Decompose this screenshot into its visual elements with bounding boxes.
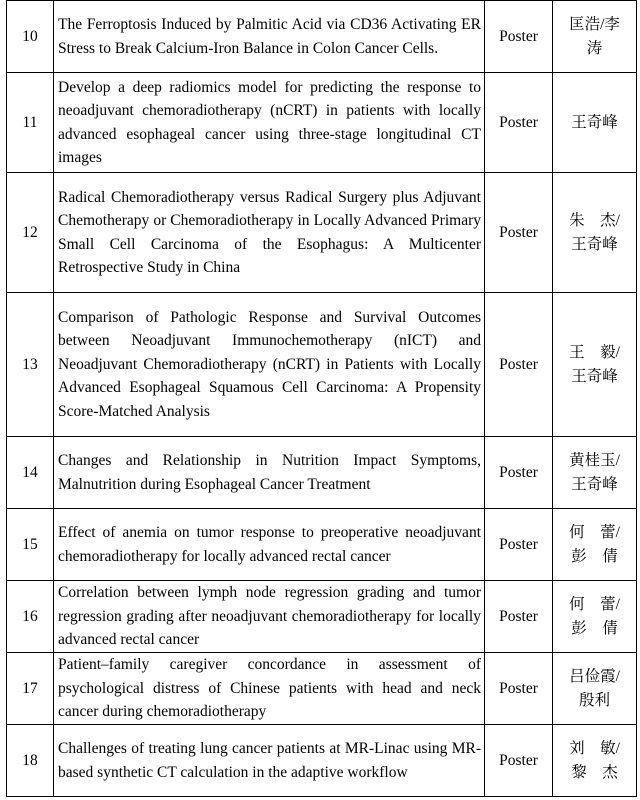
table-row bbox=[7, 581, 637, 653]
row-title: Challenges of treating lung cancer patients at MR-Linac using MR-based synthetic CT calculation in the adaptive workflow bbox=[54, 725, 485, 797]
author-line: 吕俭霞/ bbox=[569, 668, 620, 685]
row-number: 16 bbox=[7, 581, 54, 653]
row-title: Effect of anemia on tumor response to preoperative neoadjuvant chemoradiotherapy for locally advanced rectal cancer bbox=[54, 509, 485, 581]
row-title: Correlation between lymph node regression grading and tumor regression grading after neoadjuvant chemoradiotherapy for locally advanced rectal cancer bbox=[54, 581, 485, 653]
row-authors bbox=[553, 581, 637, 653]
author-line: 何 蕾/ bbox=[569, 596, 620, 613]
row-type: Poster bbox=[485, 1, 553, 73]
author-line: 王奇峰 bbox=[571, 475, 618, 493]
row-authors bbox=[553, 1, 637, 73]
row-authors bbox=[553, 173, 637, 293]
row-number: 15 bbox=[7, 509, 54, 581]
author-line: 王奇峰 bbox=[571, 235, 618, 253]
author-line: 匡浩/李 bbox=[569, 16, 620, 33]
row-type: Poster bbox=[485, 653, 553, 725]
row-title: Comparison of Pathologic Response and Survival Outcomes between Neoadjuvant Immunochemotherapy (nICT) and Neoadjuvant Chemoradiotherapy (nCRT) in Patients with Locally Advanced Esophageal Squamous Cell Carcinoma: A Propensity Score-Matched Analysis bbox=[54, 293, 485, 437]
row-number: 10 bbox=[7, 1, 54, 73]
row-type: Poster bbox=[485, 73, 553, 173]
row-number: 18 bbox=[7, 725, 54, 797]
row-title: Develop a deep radiomics model for predicting the response to neoadjuvant chemoradiotherapy (nCRT) in patients with locally advanced esophageal cancer using three-stage longitudinal CT images bbox=[54, 73, 485, 173]
row-title: Radical Chemoradiotherapy versus Radical Surgery plus Adjuvant Chemotherapy or Chemoradiotherapy in Locally Advanced Primary Small Cell Carcinoma of the Esophagus: A Multicenter Retrospective Study in China bbox=[54, 173, 485, 293]
table-row bbox=[7, 437, 637, 509]
author-line: 何 蕾/ bbox=[569, 524, 620, 541]
table-row bbox=[7, 173, 637, 293]
row-authors bbox=[553, 437, 637, 509]
row-number: 17 bbox=[7, 653, 54, 725]
row-type: Poster bbox=[485, 725, 553, 797]
row-number: 13 bbox=[7, 293, 54, 437]
row-type: Poster bbox=[485, 293, 553, 437]
row-number: 11 bbox=[7, 73, 54, 173]
author-line: 刘 敏/ bbox=[569, 740, 620, 757]
row-authors bbox=[553, 293, 637, 437]
row-number: 14 bbox=[7, 437, 54, 509]
table-row bbox=[7, 1, 637, 73]
author-line: 彭 倩 bbox=[571, 547, 618, 565]
row-number: 12 bbox=[7, 173, 54, 293]
table-body bbox=[7, 1, 637, 797]
row-title: The Ferroptosis Induced by Palmitic Acid via CD36 Activating ER Stress to Break Calcium-Iron Balance in Colon Cancer Cells. bbox=[54, 1, 485, 73]
table-row bbox=[7, 509, 637, 581]
author-line: 朱 杰/ bbox=[569, 212, 620, 229]
row-authors bbox=[553, 725, 637, 797]
author-line: 王 毅/ bbox=[569, 344, 620, 361]
table-row bbox=[7, 73, 637, 173]
author-line: 黎 杰 bbox=[571, 763, 618, 781]
row-title: Changes and Relationship in Nutrition Impact Symptoms, Malnutrition during Esophageal Cancer Treatment bbox=[54, 437, 485, 509]
author-line: 王奇峰 bbox=[571, 367, 618, 385]
author-line: 王奇峰 bbox=[571, 113, 618, 131]
row-type: Poster bbox=[485, 173, 553, 293]
abstract-table bbox=[6, 0, 637, 797]
row-type: Poster bbox=[485, 437, 553, 509]
author-line: 彭 倩 bbox=[571, 619, 618, 637]
row-type: Poster bbox=[485, 581, 553, 653]
table-row bbox=[7, 653, 637, 725]
row-authors bbox=[553, 509, 637, 581]
table-row bbox=[7, 293, 637, 437]
author-line: 殷利 bbox=[578, 691, 610, 709]
row-type: Poster bbox=[485, 509, 553, 581]
author-line: 涛 bbox=[586, 39, 603, 57]
table-row bbox=[7, 725, 637, 797]
row-title: Patient–family caregiver concordance in assessment of psychological distress of Chinese patients with head and neck cancer during chemoradiotherapy bbox=[54, 653, 485, 725]
row-authors bbox=[553, 73, 637, 173]
row-authors bbox=[553, 653, 637, 725]
author-line: 黄桂玉/ bbox=[569, 452, 620, 469]
